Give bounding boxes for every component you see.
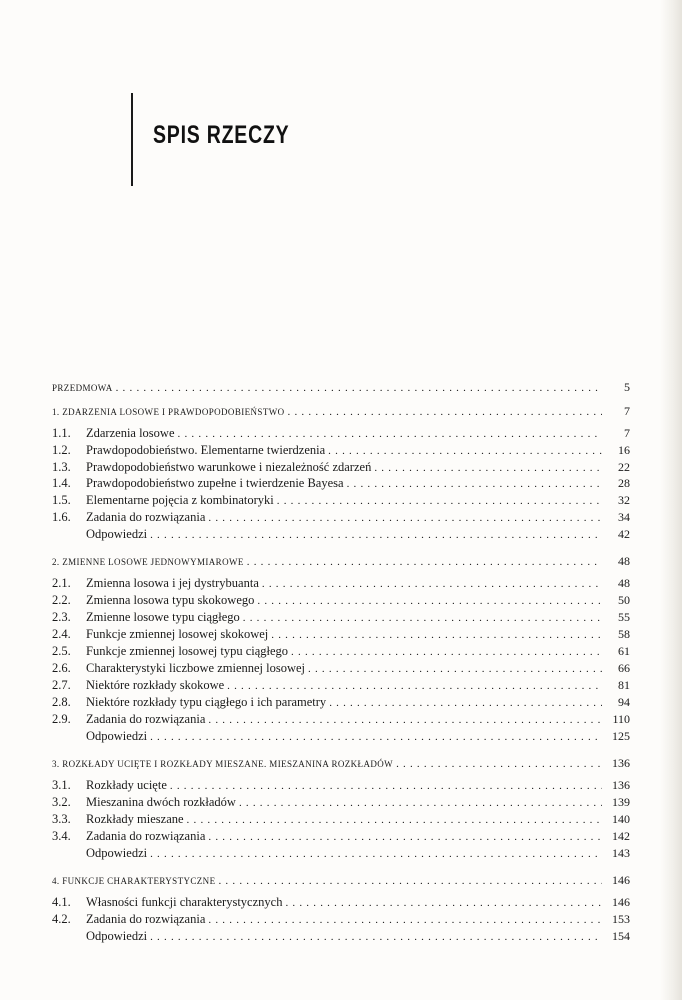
- section-number: 2.4.: [52, 627, 71, 641]
- section-number: 1.3.: [52, 460, 71, 474]
- toc-page-number: 110: [612, 712, 630, 726]
- dot-leader: [347, 478, 602, 490]
- page-title: SPIS RZECZY: [153, 121, 290, 149]
- dot-leader: [178, 428, 602, 440]
- toc-entry[interactable]: [52, 778, 630, 796]
- dot-leader: [271, 629, 602, 641]
- dot-leader: [187, 814, 602, 826]
- dot-leader: [208, 831, 602, 843]
- toc-entry-label: Odpowiedzi: [86, 527, 148, 541]
- toc-page-number: 146: [612, 895, 630, 909]
- dot-leader: [208, 714, 602, 726]
- toc-entry-label: Zmienne losowe typu ciągłego: [86, 610, 240, 624]
- toc-chapter-label: 3. ROZKŁADY UCIĘTE I ROZKŁADY MIESZANE. MIESZANINA ROZKŁADÓW: [52, 759, 394, 769]
- toc-entry-answers[interactable]: [52, 846, 630, 864]
- toc-entry[interactable]: [52, 627, 630, 645]
- toc-entry[interactable]: [52, 678, 630, 696]
- toc-page-number: 55: [618, 610, 630, 624]
- section-number: 2.7.: [52, 678, 71, 692]
- toc-entry-label: Rozkłady ucięte: [86, 778, 167, 792]
- dot-leader: [150, 731, 602, 743]
- toc-page-number: 5: [624, 380, 630, 394]
- toc-entry[interactable]: [52, 610, 630, 628]
- toc-entry[interactable]: [52, 576, 630, 594]
- toc-entry[interactable]: [52, 895, 630, 913]
- toc-entry[interactable]: [52, 912, 630, 930]
- toc-page-number: 32: [618, 493, 630, 507]
- section-number: 4.2.: [52, 912, 71, 926]
- toc-page-number: 48: [618, 554, 630, 568]
- toc-entry-label: Rozkłady mieszane: [86, 812, 184, 826]
- toc-entry-label: Prawdopodobieństwo warunkowe i niezależność zdarzeń: [86, 460, 372, 474]
- toc-page-number: 154: [612, 929, 630, 943]
- dot-leader: [208, 512, 602, 524]
- toc-entry-label: PRZEDMOWA: [52, 383, 113, 393]
- toc-page-number: 7: [624, 426, 630, 440]
- toc-entry[interactable]: [52, 712, 630, 730]
- toc-entry-label: Zadania do rozwiązania: [86, 829, 206, 843]
- toc-page-number: 66: [618, 661, 630, 675]
- toc-entry-answers[interactable]: [52, 729, 630, 747]
- toc-entry-label: Niektóre rozkłady skokowe: [86, 678, 225, 692]
- toc-entry-label: Mieszanina dwóch rozkładów: [86, 795, 236, 809]
- dot-leader: [257, 595, 602, 607]
- toc-entry[interactable]: [52, 644, 630, 662]
- toc-entry[interactable]: [52, 795, 630, 813]
- toc-entry-label: Zmienna losowa typu skokowego: [86, 593, 255, 607]
- toc-chapter-4[interactable]: [52, 873, 630, 891]
- toc-chapter-label: 1. ZDARZENIA LOSOWE I PRAWDOPODOBIEŃSTWO: [52, 407, 285, 417]
- toc-page-number: 140: [612, 812, 630, 826]
- section-number: 3.3.: [52, 812, 71, 826]
- dot-leader: [243, 612, 602, 624]
- toc-page-number: 143: [612, 846, 630, 860]
- dot-leader: [150, 529, 602, 541]
- toc-page-number: 81: [618, 678, 630, 692]
- toc-entry-label: Prawdopodobieństwo. Elementarne twierdzenia: [86, 443, 326, 457]
- dot-leader: [308, 663, 602, 675]
- toc-page-number: 153: [612, 912, 630, 926]
- section-number: 1.4.: [52, 476, 71, 490]
- toc-entry-label: Elementarne pojęcia z kombinatoryki: [86, 493, 274, 507]
- section-number: 2.8.: [52, 695, 71, 709]
- toc-page-number: 28: [618, 476, 630, 490]
- toc-chapter-3[interactable]: [52, 756, 630, 774]
- toc-entry-label: Odpowiedzi: [86, 929, 148, 943]
- toc-entry[interactable]: [52, 493, 630, 511]
- toc-entry-label: Niektóre rozkłady typu ciągłego i ich parametry: [86, 695, 327, 709]
- toc-entry[interactable]: [52, 661, 630, 679]
- dot-leader: [150, 931, 602, 943]
- toc-entry[interactable]: [52, 812, 630, 830]
- section-number: 1.1.: [52, 426, 71, 440]
- toc-page-number: 58: [618, 627, 630, 641]
- section-number: 1.2.: [52, 443, 71, 457]
- dot-leader: [116, 382, 602, 394]
- section-number: 2.1.: [52, 576, 71, 590]
- toc-entry-preface[interactable]: [52, 380, 630, 398]
- toc-page-number: 48: [618, 576, 630, 590]
- toc-entry-label: Charakterystyki liczbowe zmiennej losowej: [86, 661, 306, 675]
- dot-leader: [218, 875, 602, 887]
- section-number: 2.2.: [52, 593, 71, 607]
- toc-entry-label: Funkcje zmiennej losowej skokowej: [86, 627, 269, 641]
- toc-entry-label: Zadania do rozwiązania: [86, 510, 206, 524]
- toc-page-number: 139: [612, 795, 630, 809]
- dot-leader: [150, 848, 602, 860]
- toc-page-number: 22: [618, 460, 630, 474]
- toc-entry-label: Zdarzenia losowe: [86, 426, 175, 440]
- toc-page-number: 136: [612, 778, 630, 792]
- dot-leader: [262, 578, 602, 590]
- dot-leader: [227, 680, 602, 692]
- section-number: 2.3.: [52, 610, 71, 624]
- toc-chapter-1[interactable]: [52, 404, 630, 422]
- toc-page-number: 16: [618, 443, 630, 457]
- dot-leader: [374, 462, 602, 474]
- section-number: 1.5.: [52, 493, 71, 507]
- dot-leader: [170, 780, 602, 792]
- toc-entry[interactable]: [52, 443, 630, 461]
- dot-leader: [291, 646, 602, 658]
- toc-page-number: 50: [618, 593, 630, 607]
- toc-entry-answers[interactable]: [52, 527, 630, 545]
- toc-page-number: 42: [618, 527, 630, 541]
- section-number: 1.6.: [52, 510, 71, 524]
- toc-page-number: 61: [618, 644, 630, 658]
- toc-entry-label: Prawdopodobieństwo zupełne i twierdzenie Bayesa: [86, 476, 344, 490]
- dot-leader: [328, 445, 602, 457]
- toc-page-number: 94: [618, 695, 630, 709]
- dot-leader: [239, 797, 602, 809]
- section-number: 2.6.: [52, 661, 71, 675]
- toc-entry-answers[interactable]: [52, 929, 630, 947]
- toc-entry-label: Własności funkcji charakterystycznych: [86, 895, 283, 909]
- dot-leader: [396, 758, 602, 770]
- toc-entry-label: Zadania do rozwiązania: [86, 712, 206, 726]
- section-number: 3.1.: [52, 778, 71, 792]
- section-number: 3.2.: [52, 795, 71, 809]
- dot-leader: [208, 914, 602, 926]
- dot-leader: [329, 697, 602, 709]
- toc-entry[interactable]: [52, 426, 630, 444]
- section-number: 2.9.: [52, 712, 71, 726]
- toc-entry[interactable]: [52, 510, 630, 528]
- toc-entry-label: Odpowiedzi: [86, 846, 148, 860]
- dot-leader: [247, 556, 602, 568]
- dot-leader: [277, 495, 602, 507]
- toc-entry[interactable]: [52, 593, 630, 611]
- section-number: 3.4.: [52, 829, 71, 843]
- toc-entry[interactable]: [52, 476, 630, 494]
- toc-chapter-label: 2. ZMIENNE LOSOWE JEDNOWYMIAROWE: [52, 557, 244, 567]
- toc-page-number: 146: [612, 873, 630, 887]
- dot-leader: [288, 406, 602, 418]
- section-number: 2.5.: [52, 644, 71, 658]
- toc-entry-label: Zmienna losowa i jej dystrybuanta: [86, 576, 259, 590]
- toc-page-number: 136: [612, 756, 630, 770]
- toc-entry[interactable]: [52, 695, 630, 713]
- toc-page-number: 34: [618, 510, 630, 524]
- toc-chapter-label: 4. FUNKCJE CHARAKTERYSTYCZNE: [52, 876, 216, 886]
- section-number: 4.1.: [52, 895, 71, 909]
- toc-entry-label: Odpowiedzi: [86, 729, 148, 743]
- toc-chapter-2[interactable]: [52, 554, 630, 572]
- toc-entry-label: Zadania do rozwiązania: [86, 912, 206, 926]
- toc-page-number: 125: [612, 729, 630, 743]
- toc-entry-label: Funkcje zmiennej losowej typu ciągłego: [86, 644, 289, 658]
- toc-page-number: 142: [612, 829, 630, 843]
- toc-entry[interactable]: [52, 829, 630, 847]
- toc-page-number: 7: [624, 404, 630, 418]
- dot-leader: [285, 897, 602, 909]
